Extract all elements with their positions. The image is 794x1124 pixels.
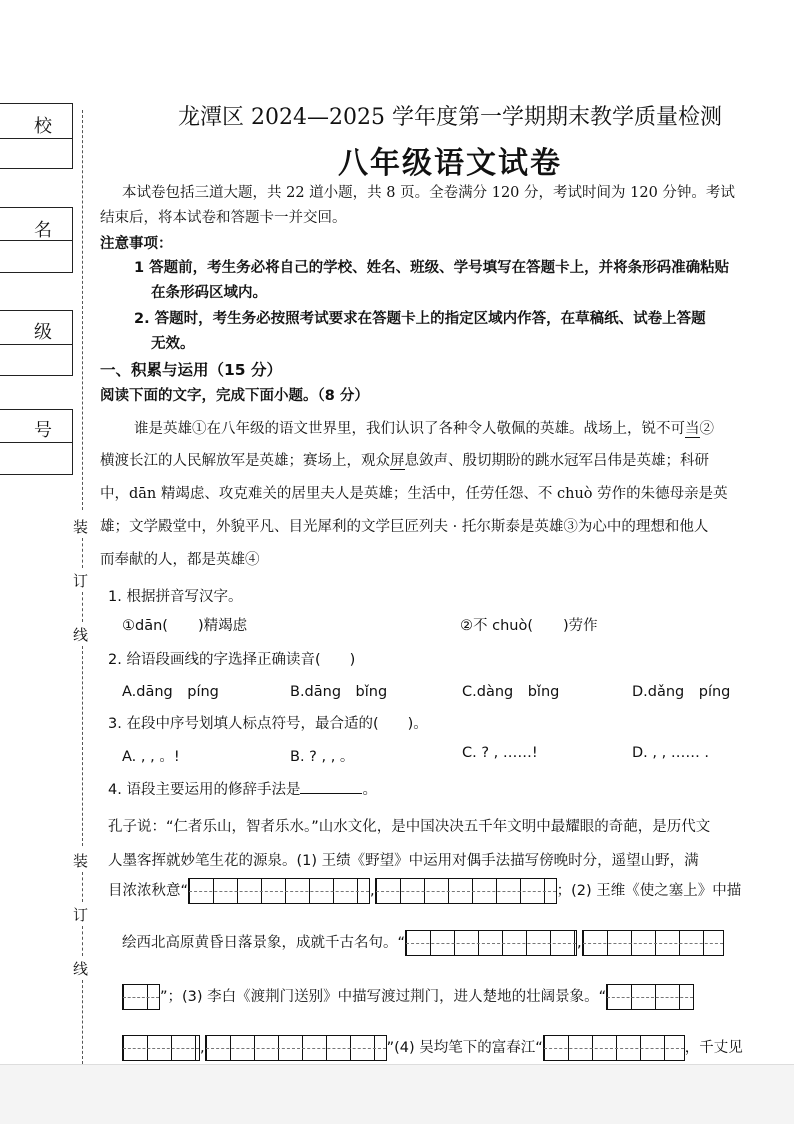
- notes-heading: 注意事项：: [100, 236, 173, 252]
- note-2-a: 2. 答题时，考生务必按照考试要求在答题卡上的指定区域内作答，在草稿纸、试卷上答题: [134, 311, 706, 327]
- note-2-b: 无效。: [151, 336, 195, 352]
- question-1-b: ②不 chuò( )劳作: [460, 618, 598, 634]
- school-label: 校: [34, 116, 52, 137]
- answer-grid-4a[interactable]: [543, 1035, 685, 1061]
- q2-option-b[interactable]: B.dāng bǐng: [290, 684, 388, 700]
- question-2: 2. 给语段画线的字选择正确读音( ): [108, 652, 356, 668]
- answer-grid-2c[interactable]: [122, 984, 160, 1010]
- passage-line-1: 谁是英雄①在八年级的语文世界里，我们认识了各种令人敬佩的英雄。战场上，锐不可当②: [134, 421, 714, 437]
- poetry-line-4: 绘西北高原黄昏日落景象，成就千古名句。“ ,: [122, 930, 724, 956]
- page-bottom-strip: [0, 1064, 794, 1124]
- question-3: 3. 在段中序号划填人标点符号，最合适的( )。: [108, 716, 428, 732]
- question-1-a: ①dān( )精竭虑: [122, 618, 248, 634]
- note-1-a: 1 答题前，考生务必将自己的学校、姓名、班级、学号填写在答题卡上，并将条形码准确粘贴: [134, 260, 730, 276]
- answer-blank-4[interactable]: [300, 779, 362, 794]
- intro-line-1: 本试卷包括三道大题，共 22 道小题，共 8 页。全卷满分 120 分，考试时间为 120 分钟。考试: [122, 185, 735, 201]
- q2-option-c[interactable]: C.dàng bǐng: [462, 684, 560, 700]
- binding-char-xian: 线: [73, 626, 89, 644]
- answer-grid-3b[interactable]: [122, 1035, 200, 1061]
- poetry-line-3: 目浓浓秋意“ , ；(2) 王维《使之塞上》中描: [108, 878, 741, 904]
- q3-option-a[interactable]: A. , , 。!: [122, 749, 180, 765]
- binding-char-ding: 订: [73, 572, 89, 590]
- poetry-line-1: 孔子说：“仁者乐山，智者乐水。”山水文化，是中国决决五千年文明中最耀眼的奇葩，是历代文: [108, 819, 711, 835]
- question-1: 1. 根据拼音写汉字。: [108, 589, 243, 605]
- passage-line-2: 横渡长江的人民解放军是英雄；赛场上，观众屏息敛声、殷切期盼的跳水冠军吕伟是英雄；科研: [100, 453, 709, 469]
- poetry-line-6: , ”(4) 吴均笔下的富春江“ ，千丈见: [122, 1035, 743, 1061]
- poetry-line-5: ”；(3) 李白《渡荆门送别》中描写渡过荆门，进人楚地的壮阔景象。“: [122, 984, 694, 1010]
- answer-grid-3c[interactable]: [205, 1035, 387, 1061]
- exam-subtitle: 八年级语文试卷: [338, 146, 562, 181]
- binding-char-zhuang-2: 装: [73, 852, 89, 870]
- q3-option-c[interactable]: C. ? , ……!: [462, 745, 538, 761]
- binding-char-xian-2: 线: [73, 960, 89, 978]
- q3-option-d[interactable]: D. , , …… .: [632, 745, 710, 761]
- section-1-instruction: 阅读下面的文字，完成下面小题。（8 分）: [100, 388, 369, 404]
- number-label: 号: [34, 420, 52, 441]
- answer-grid-1b[interactable]: [375, 878, 557, 904]
- passage-line-3: 中，dān 精竭虑、攻克难关的居里夫人是英雄；生活中，任劳任怨、不 chuò 劳作的朱德母亲是英: [100, 486, 728, 502]
- name-label: 名: [34, 220, 52, 241]
- passage-line-5: 而奉献的人，都是英雄④: [100, 552, 260, 568]
- q2-option-d[interactable]: D.dǎng píng: [632, 684, 731, 700]
- answer-grid-2b[interactable]: [582, 930, 724, 956]
- underlined-char-dang: 当: [685, 421, 700, 437]
- answer-grid-3a[interactable]: [606, 984, 694, 1010]
- note-1-b: 在条形码区域内。: [151, 285, 267, 301]
- exam-title: 龙潭区 2024—2025 学年度第一学期期末教学质量检测: [178, 105, 722, 130]
- underlined-char-ping: 屏: [390, 453, 405, 469]
- binding-char-ding-2: 订: [73, 906, 89, 924]
- intro-line-2: 结束后，将本试卷和答题卡一并交回。: [100, 210, 347, 226]
- class-label: 级: [34, 322, 52, 343]
- passage-line-4: 雄；文学殿堂中，外貌平凡、目光犀利的文学巨匠列夫 · 托尔斯泰是英雄③为心中的理想和他人: [100, 519, 709, 535]
- binding-dash-line: [82, 110, 83, 510]
- q3-option-b[interactable]: B. ? , , 。: [290, 749, 355, 765]
- answer-grid-1a[interactable]: [188, 878, 370, 904]
- q2-option-a[interactable]: A.dāng píng: [122, 684, 219, 700]
- binding-char-zhuang: 装: [73, 518, 89, 536]
- poetry-line-2: 人墨客挥就妙笔生花的源泉。(1) 王绩《野望》中运用对偶手法描写傍晚时分，遥望山野，满: [108, 853, 699, 869]
- question-4: 4. 语段主要运用的修辞手法是 。: [108, 778, 377, 799]
- answer-grid-2a[interactable]: [405, 930, 577, 956]
- section-1-heading: 一、积累与运用（15 分）: [100, 361, 282, 379]
